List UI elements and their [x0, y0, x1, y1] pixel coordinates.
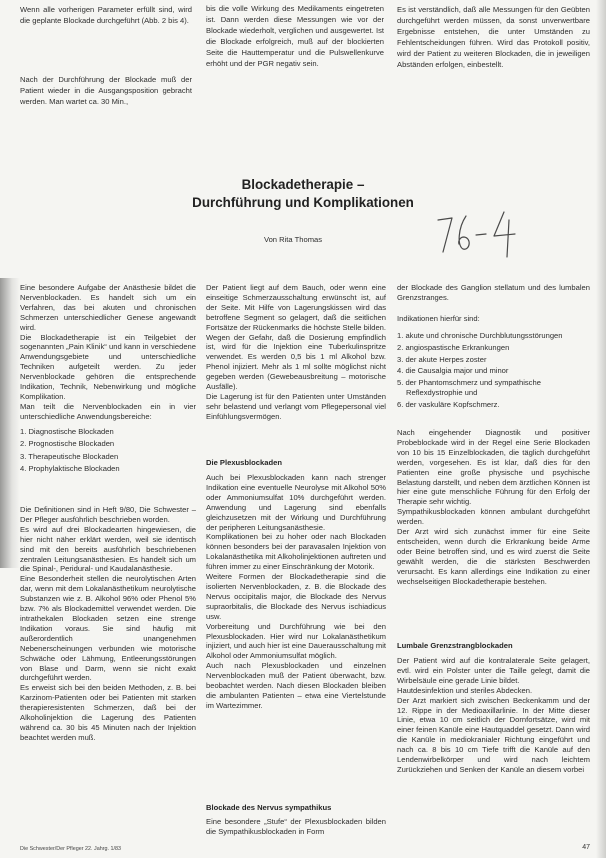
paragraph: Es wird auf drei Blockadearten hingewiesen, die hier nicht näher erklärt werden, weil sie identisch sind mit den bereits ausführlich beschriebenen zentralen Leitungsanästhesien. Es handelt sich um die Spinal-, Peridural- und Kaudalanästhesie.	[20, 524, 196, 574]
body-right-text	[397, 428, 590, 636]
paragraph: Der Arzt markiert sich zwischen Beckenkamm und der 12. Rippe in der Medioaxillarlinie. In der Mitte dieser Linie, etwa 10 cm seitlich der Dornfortsätze, wird mit einer feinen Kanüle eine Hautquaddel gesetzt. Dann wird die Kanüle in mediokranialer Richtung eingeführt und nach ca. 8 bis 10 cm Tiefe trifft die Kanüle auf den Lendenwirbelkörper und wird nach leichtem Zurückziehen und Senken der Kanüle an diesem vorbei	[397, 695, 590, 774]
paragraph: Auch nach Plexusblockaden und einzelnen Nervenblockaden muß der Patient überwacht, bzw. beobachtet werden. Nach diesen Blockaden bleiben die ambulanten Patienten – etwa eine Viertelstunde im Wartezimmer.	[206, 661, 386, 710]
paragraph: Eine besondere Aufgabe der Anästhesie bildet die Nervenblockaden. Es handelt sich um ein Verfahren, das bei akuten und chronischen Schmerzen unterschiedlicher Genese angewandt wird.	[20, 283, 196, 332]
article-title	[150, 176, 456, 216]
paragraph: Nach der Durchführung der Blockade muß der Patient wieder in die Ausgangsposition gebracht werden. Man wartet ca. 30 Min.,	[20, 75, 192, 106]
paragraph: Der Patient wird auf die kontralaterale Seite gelagert, evtl. wird ein Polster unter die Taille gelegt, damit die Wirbelsäule eine gerade Linie bildet.	[397, 656, 590, 685]
top-right-column	[397, 4, 590, 99]
section-heading-lumbal: Lumbale Grenzstrangblockaden	[397, 641, 513, 650]
title-line: Durchführung und Komplikationen	[192, 195, 414, 210]
paragraph: Die Lagerung ist für den Patienten unter Umständen sehr belastend und verlangt vom Pflegepersonal viel Einfühlungsvermögen.	[206, 391, 386, 421]
paragraph: Der Patient liegt auf dem Bauch, oder wenn eine einseitige Schmerzausschaltung erwünscht ist, auf der Seite. Mit Hilfe von Lagerungskissen wird das betroffene Segment so gelagert, daß die seitlichen Fortsätze der Rückenmarks die höchste Stelle bilden. Wegen der Gefahr, daß die Dosierung empfindlich ist, wird für die Injektion eine Tuberkulinspritze verwendet. Es werden 0,5 bis 1 ml Alkohol bzw. Phenol injiziert. Mehr als 1 ml sollte möglichst nicht gegeben werden (Gewebeausbreitung – motorische Ausfälle).	[206, 283, 386, 392]
page-number: 47	[582, 844, 590, 851]
paragraph: Sympathikusblockaden können ambulant durchgeführt werden.	[397, 507, 590, 527]
footer-journal: Die Schwester/Der Pfleger 22. Jahrg. 1/83	[20, 846, 121, 852]
paragraph: Eine besondere „Stufe“ der Plexusblockaden bilden die Sympathikusblockaden in Form	[206, 817, 386, 836]
author-byline: Von Rita Thomas	[263, 235, 323, 244]
body-middle-text	[206, 473, 386, 796]
list-item: 4. die Causalgia major und minor	[397, 366, 509, 376]
paragraph: Komplikationen bei zu hoher oder nach Blockaden können besonders bei der paravasalen Injektion von Lokalanästhetika mit Alkoholinjektionen auftreten und führen immer zu einer Einschränkung der Motorik.	[206, 532, 386, 572]
blockade-types-list	[20, 426, 196, 480]
list-item: 3. der akute Herpes zoster	[397, 354, 487, 364]
paragraph: Es erweist sich bei den beiden Methoden, z. B. bei Karzinom-Patienten oder bei Patienten mit starken therapieresistenten Schmerzen, daß bei der Alkoholinjektion die Lagerung des Patienten während ca. 30 bis 45 Minuten nach der Injektion beachtet werden muß.	[20, 683, 196, 742]
handwritten-note	[430, 208, 530, 263]
body-left-text	[20, 505, 196, 833]
title-line: Blockadetherapie –	[241, 177, 365, 192]
indications-list	[397, 331, 590, 421]
list-item: 1. Diagnostische Blockaden	[20, 427, 114, 436]
paragraph: Eine Besonderheit stellen die neurolytischen Arten dar, wenn mit dem Lokalanästhetikum neurolytische Substanzen wie z. B. Alkohol 96% oder Phenol 5% bzw. 7% als Blockademittel verwendet werden. Die intrathekalen Blockaden setzen eine strenge Indikation voraus. Sie sind häufig mit außerordentlich unangenehmen Nebenerscheinungen verbunden wie motorische Schwäche oder Lähmung, Entleerungsstörungen von Blase und Darm, wenn sie nicht exakt durchgeführt werden.	[20, 574, 196, 683]
paragraph: Es ist verständlich, daß alle Messungen für den Geübten durchgeführt werden müssen, da sonst unverwertbare Ergebnisse entstehen, die unter Umständen zu Fehlentscheidungen führen. Wird das Protokoll positiv, wird der Patient zu weiteren Blockaden, die in jeweiligen Abständen erfolgen, einbestellt.	[397, 5, 590, 69]
paragraph: Die Blockadetherapie ist ein Teilgebiet der sogenannten „Pain Klinik“ und kann in verschiedene Anwendungsgebiete und unterschiedliche Techniken aufgeteilt werden. Zu jeder Nervenblockade gehören die entsprechende Indikation, Technik, Nebenwirkung und mögliche Komplikation.	[20, 332, 196, 401]
body-middle-intro	[206, 283, 386, 449]
section-heading-plexus: Die Plexusblockaden	[206, 458, 282, 467]
paragraph: Die Definitionen sind in Heft 9/80, Die Schwester – Der Pfleger ausführlich beschrieben worden.	[20, 505, 196, 524]
body-middle-closing	[206, 817, 386, 839]
indications-label: Indikationen hierfür sind:	[397, 314, 480, 323]
body-right-intro	[397, 283, 590, 305]
list-item: 2. Prognostische Blockaden	[20, 439, 115, 449]
list-item: 5. der Phantomschmerz und sympathische Reflexdystrophie und	[397, 378, 541, 398]
paragraph: Man teilt die Nervenblockaden ein in vier unterschiedliche Anwendungsbereiche:	[20, 401, 196, 421]
paragraph: Vorbereitung und Durchführung wie bei den Plexusblockaden. Hier wird nur Lokalanästhetikum injiziert, und auch hier ist eine Dauerausschaltung mit Alkohol oder Ammoniumsulfat möglich.	[206, 621, 386, 661]
paragraph: Nach eingehender Diagnostik und positiver Probeblockade wird in der Regel eine Serie Blockaden von 10 bis 15 Einzelblockaden, die täglich durchgeführt werden, vorgesehen. Es ist klar, daß dies für den Patienten eine große physische und psychische Belastung darstellt, und neben dem ärztlichen Können ist hier eine gute menschliche Führung für den Erfolg der Therapie sehr wichtig.	[397, 428, 590, 507]
body-right-text-continued	[397, 656, 590, 838]
top-middle-column	[206, 3, 384, 105]
paragraph: Hautdesinfektion und steriles Abdecken.	[397, 685, 533, 695]
list-item: 2. angiospastische Erkrankungen	[397, 342, 510, 352]
list-item: 4. Prophylaktische Blockaden	[20, 463, 120, 473]
paragraph: Auch bei Plexusblockaden kann nach strenger Indikation eine eventuelle Neurolyse mit Alkohol 50% oder Ammoniumsulfat 10% durchgeführt werden. Anwendung und Lagerung sind ebenfalls gleichzusetzen mit der Wirkung und Durchführung der peripheren Leitungsanästhesie.	[206, 473, 386, 532]
scan-edge	[596, 0, 606, 858]
list-item: 6. der vaskuläre Kopfschmerz.	[397, 399, 500, 409]
body-left-intro	[20, 283, 196, 424]
section-heading-sympathikus: Blockade des Nervus sympathikus	[206, 803, 332, 812]
paragraph: Wenn alle vorherigen Parameter erfüllt sind, wird die geplante Blockade durchgeführt (Abb. 2 bis 4).	[20, 5, 192, 25]
paragraph: Der Arzt wird sich zunächst immer für eine Seite entscheiden, wenn durch die Erkrankung beide Arme oder Beine betroffen sind, und es wird zuerst die Seite gewählt werden, die die stärksten Beschwerden verursacht. Es kann allerdings eine Indikation zu einer wechselseitigen Blockadetherapie bestehen.	[397, 527, 590, 586]
list-item: 1. akute und chronische Durchblutungsstörungen	[397, 331, 563, 340]
top-left-column	[20, 4, 192, 38]
scan-shadow	[0, 278, 20, 568]
paragraph: Weitere Formen der Blockadetherapie sind die isolierten Nervenblockaden, z. B. die Blockade des Nervus occipitalis major, die Blockade des Nervus supraorbitalis, die Blockade des Nervus ischiadicus usw.	[206, 572, 386, 621]
list-item: 3. Therapeutische Blockaden	[20, 451, 119, 461]
paragraph: bis die volle Wirkung des Medikaments eingetreten ist. Dann werden diese Messungen wie vor der Blockade wiederholt, verglichen und ausgewertet. Ist die Blockade erfolgreich, muß auf der blockierten Seite die Hauttemperatur und die Pulswellenkurve erhöht und der PGR negativ sein.	[206, 4, 384, 68]
paragraph: der Blockade des Ganglion stellatum und des lumbalen Grenzstranges.	[397, 283, 590, 302]
top-left-column-continued	[20, 74, 192, 110]
